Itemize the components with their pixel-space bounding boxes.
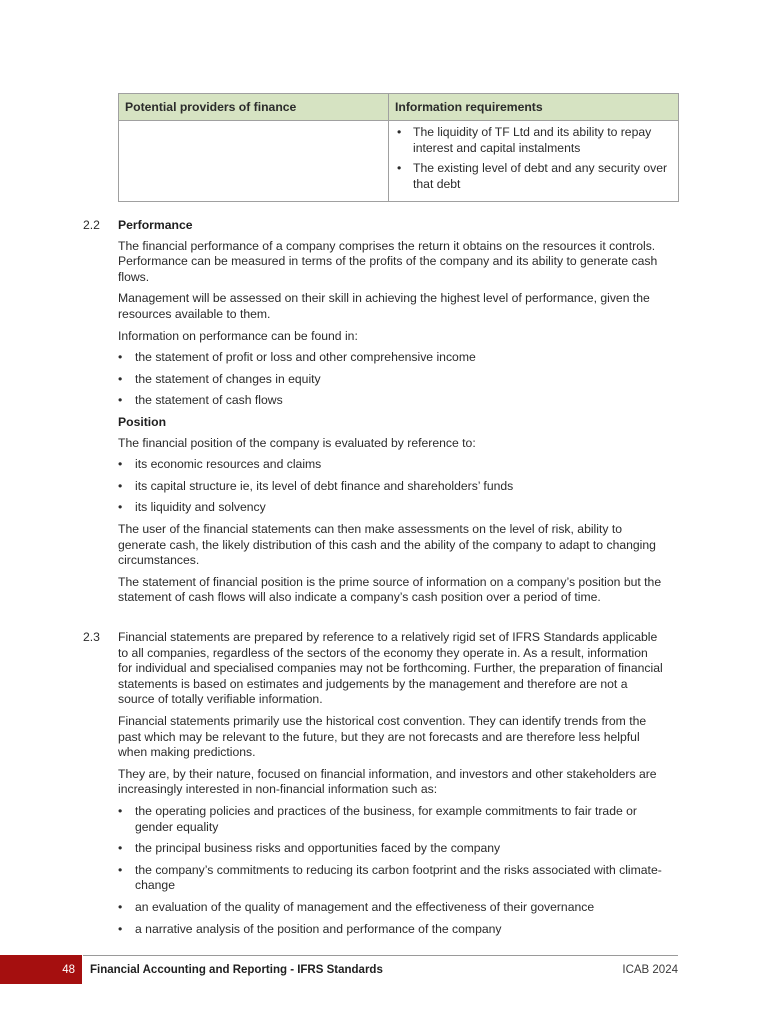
- position-criteria-list: [118, 457, 663, 516]
- footer-title: Financial Accounting and Reporting - IFRS Standards: [90, 964, 383, 976]
- performance-sources-list: [118, 350, 663, 409]
- table-cell-provider: [119, 121, 389, 202]
- table-cell-requirements: [389, 121, 679, 202]
- list-item: • an evaluation of the quality of management and the effectiveness of their governance: [118, 900, 663, 916]
- list-item: • its capital structure ie, its level of debt finance and shareholders’ funds: [118, 479, 663, 495]
- list-item: • the principal business risks and opportunities faced by the company: [118, 841, 663, 857]
- paragraph: The statement of financial position is the prime source of information on a company’s position but the statement of cash flows will also indicate a company’s cash position over a period of time.: [118, 574, 662, 605]
- page-number-box: [0, 955, 82, 984]
- non-financial-info-list: [118, 804, 663, 937]
- list-item: • its economic resources and claims: [118, 457, 663, 473]
- list-item: • its liquidity and solvency: [118, 500, 663, 516]
- section-heading-position: Position: [118, 414, 167, 429]
- list-item: • The existing level of debt and any security over that debt: [395, 161, 672, 192]
- paragraph: The financial performance of a company comprises the return it obtains on the resources it controls. Performance can be measured in terms of the profits of the company and its ability to generate cash flows.: [118, 238, 658, 284]
- footer-edition: ICAB 2024: [622, 964, 678, 976]
- paragraph: Financial statements primarily use the historical cost convention. They can identify trends from the past which may be relevant to the future, but they are not forecasts and are therefore less helpful when making predictions.: [118, 713, 647, 760]
- footer-divider: [83, 955, 678, 956]
- paragraph: Information on performance can be found in:: [118, 328, 358, 343]
- paragraph: The financial position of the company is evaluated by reference to:: [118, 435, 476, 450]
- section-heading-performance: Performance: [118, 218, 193, 232]
- table-header-providers: Potential providers of finance: [119, 94, 389, 121]
- table-header-requirements: Information requirements: [389, 94, 679, 121]
- list-item: • the company’s commitments to reducing its carbon footprint and the risks associated with climate-change: [118, 863, 663, 894]
- paragraph: Financial statements are prepared by reference to a relatively rigid set of IFRS Standards applicable to all companies, regardless of the sectors of the economy they operate in. As a result, information for individual and specialised companies may not be forthcoming. Further, the preparation of financial statements is based on estimates and judgements by the management and therefore are not a source of totally verifiable information.: [118, 630, 663, 707]
- section-number: 2.2: [83, 218, 100, 232]
- list-item: • a narrative analysis of the position and performance of the company: [118, 922, 663, 938]
- table-row: [119, 121, 679, 202]
- section-2-3: [0, 630, 768, 943]
- section-number: 2.3: [83, 630, 100, 644]
- list-item: • the statement of changes in equity: [118, 372, 663, 388]
- list-item: • The liquidity of TF Ltd and its ability to repay interest and capital instalments: [395, 125, 672, 156]
- page-number: 48: [62, 964, 75, 976]
- section-2-2: [0, 218, 768, 612]
- finance-providers-table: [118, 93, 679, 202]
- list-item: • the operating policies and practices of the business, for example commitments to fair trade or gender equality: [118, 804, 663, 835]
- paragraph: The user of the financial statements can then make assessments on the level of risk, ability to generate cash, the likely distribution of this cash and the ability of the company to adapt to changing circumstances.: [118, 521, 656, 568]
- list-item: • the statement of profit or loss and other comprehensive income: [118, 350, 663, 366]
- list-item: • the statement of cash flows: [118, 393, 663, 409]
- paragraph: Management will be assessed on their skill in achieving the highest level of performance, given the resources available to them.: [118, 291, 650, 321]
- paragraph: They are, by their nature, focused on financial information, and investors and other stakeholders are increasingly interested in non-financial information such as:: [118, 766, 657, 797]
